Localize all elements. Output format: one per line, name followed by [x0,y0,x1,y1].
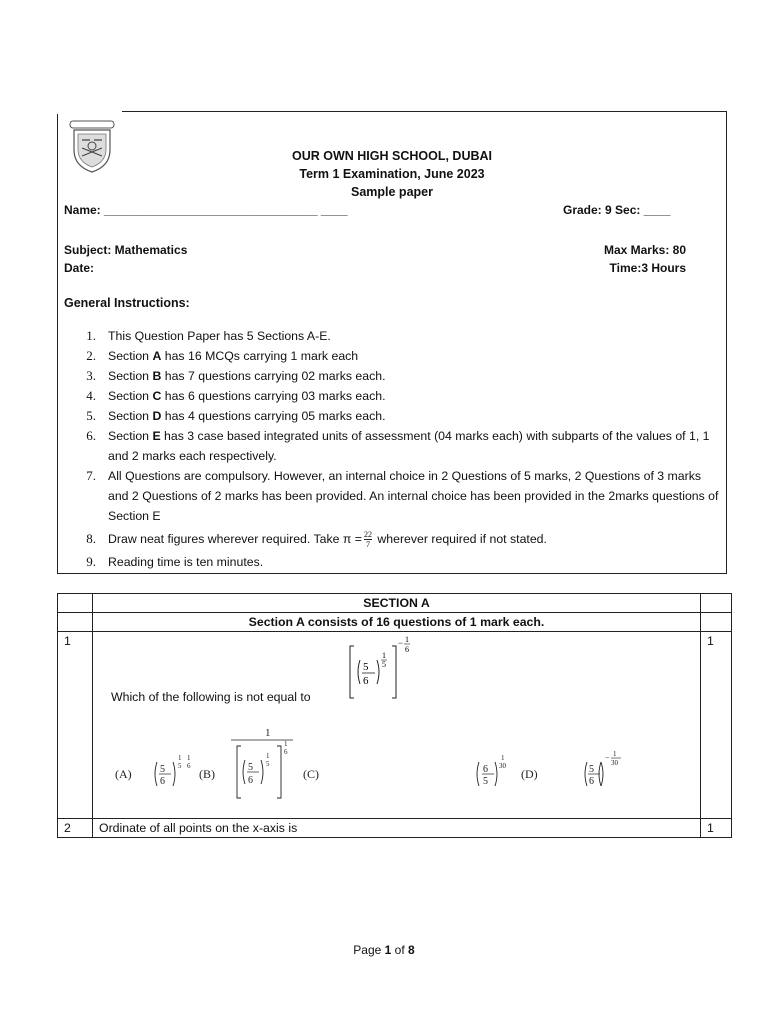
svg-text:6: 6 [187,762,191,770]
instruction-item: 9. Reading time is ten minutes. [86,554,264,569]
question-1-options [103,722,603,812]
question-marks: 1 [701,819,732,838]
subject-label: Subject: Mathematics [64,243,188,257]
instruction-item: 3. Section B has 7 questions carrying 02 marks each. [86,368,386,383]
question-marks: 1 [701,632,732,819]
instruction-item: 5. Section D has 4 questions carrying 05 marks each. [86,408,386,423]
time-label: Time:3 Hours [609,261,686,275]
svg-text:5: 5 [266,760,270,768]
instruction-item: 1. This Question Paper has 5 Sections A-E. [86,328,331,343]
svg-text:30: 30 [499,762,506,770]
svg-text:1: 1 [501,754,505,762]
pi-fraction: $\frac{22}{7}$ [363,530,372,550]
max-marks-label: Max Marks: 80 [603,243,686,257]
instruction-item: 8. Draw neat figures wherever required. Take π = $\frac{22}{7}$ wherever required if not stated. [86,530,547,550]
question-1-body [93,632,700,818]
svg-text:5: 5 [160,764,165,775]
question-1-expression [348,634,418,704]
svg-text:6: 6 [405,645,409,654]
option-d-label: (D) [521,767,538,781]
question-number: 2 [58,819,93,838]
svg-text:1: 1 [266,752,270,760]
svg-text:1: 1 [613,750,617,758]
instruction-item: 2. Section A has 16 MCQs carrying 1 mark each [86,348,359,363]
date-label: Date: [64,261,95,275]
svg-text:−: − [398,638,404,648]
svg-text:1: 1 [265,727,271,739]
svg-text:6: 6 [284,748,288,756]
page-footer: Page 1 of 8 [353,943,415,957]
svg-text:1: 1 [178,754,182,762]
question-number: 1 [58,632,93,819]
svg-text:1: 1 [405,635,409,644]
instructions-heading: General Instructions: [64,296,190,310]
question-2-text: Ordinate of all points on the x-axis is [93,819,701,838]
svg-text:6: 6 [483,764,488,775]
option-b-label: (B) [199,767,215,781]
svg-text:1: 1 [284,740,288,748]
table-row [58,632,732,819]
option-a-label: (A) [115,767,132,781]
svg-text:6: 6 [248,775,253,786]
svg-text:30: 30 [611,759,618,767]
svg-text:5: 5 [363,661,369,673]
instruction-item: 6. Section E has 3 case based integrated units of assessment (04 marks each) with subparts of the values of 1, 1 and 2 marks each respectively. [86,428,710,463]
section-a-title: SECTION A [93,594,701,613]
paper-type: Sample paper [351,185,433,199]
grade-field: Grade: 9 Sec: ____ [563,203,671,217]
option-d-expression [581,748,641,808]
header-box [57,111,727,574]
section-a-subtitle: Section A consists of 16 questions of 1 mark each. [93,613,701,632]
svg-text:1: 1 [187,754,191,762]
svg-text:1: 1 [382,651,386,660]
instructions-list [80,326,720,572]
school-crest-logo [66,118,118,174]
svg-text:6: 6 [160,776,165,787]
svg-text:5: 5 [178,762,182,770]
option-c-label: (C) [303,767,319,781]
svg-text:−: − [605,753,610,762]
svg-text:6: 6 [363,675,369,687]
question-1-text: Which of the following is not equal to [111,690,311,704]
instruction-item: 7. All Questions are compulsory. However, an internal choice in 2 Questions of 5 marks, 2 Questions of 3 marks and 2 Questions of 2 marks has been provided. An internal choice has been provided in the 2marks questions of Section E [86,468,719,523]
name-field: Name: ________________________________ ____ [64,203,348,217]
section-a-table [57,593,732,838]
svg-text:6: 6 [589,776,594,787]
instruction-item: 4. Section C has 6 questions carrying 03 marks each. [86,388,386,403]
table-row [58,819,732,838]
exam-title: Term 1 Examination, June 2023 [299,167,485,181]
svg-text:5: 5 [382,660,386,669]
svg-text:5: 5 [248,762,253,773]
school-name: OUR OWN HIGH SCHOOL, DUBAI [292,149,492,163]
svg-text:5: 5 [589,764,594,775]
svg-text:5: 5 [483,776,488,787]
